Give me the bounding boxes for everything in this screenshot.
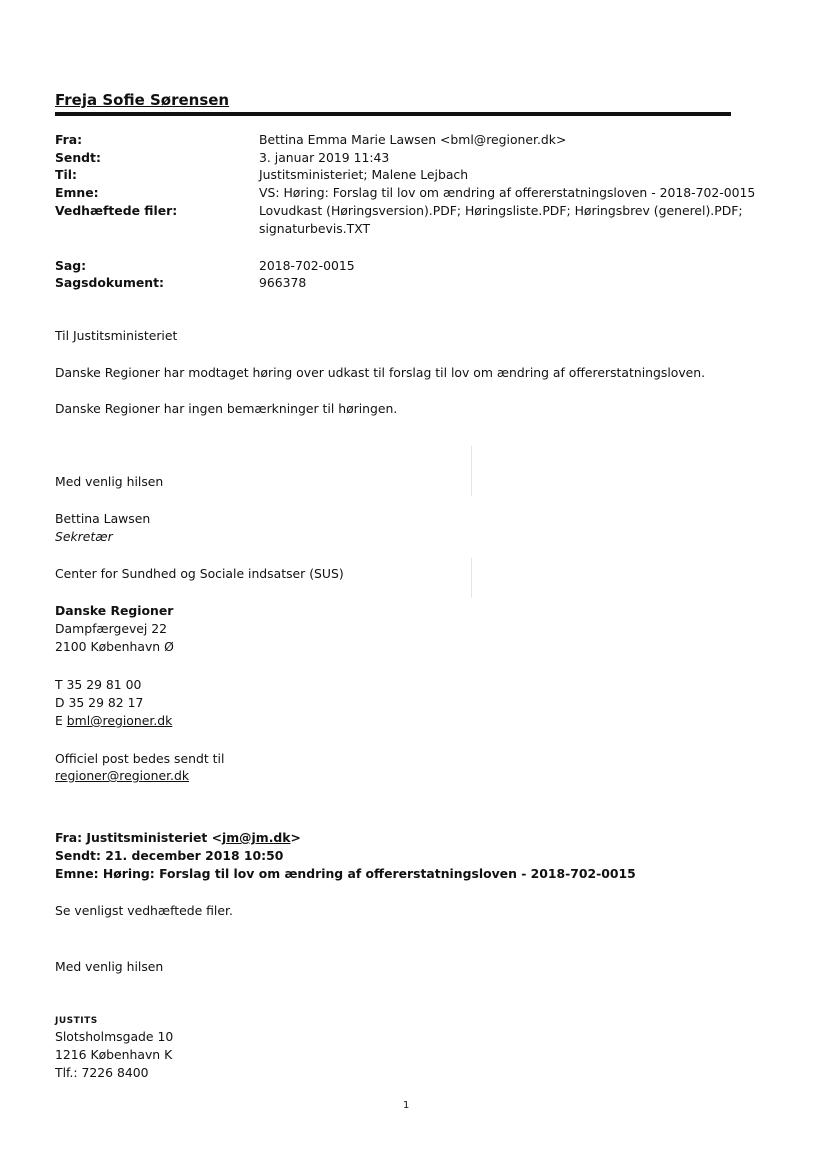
body-paragraph-1: Danske Regioner har modtaget høring over udkast til forslag til lov om ændring af offererstatningsloven. bbox=[55, 365, 706, 380]
scan-artifact-line bbox=[471, 558, 472, 598]
sent-label: Sendt: bbox=[55, 150, 101, 165]
from-label: Fra: bbox=[55, 132, 83, 147]
phone-d: D 35 29 82 17 bbox=[55, 695, 144, 710]
organization-city: 2100 København Ø bbox=[55, 639, 174, 654]
phone-t: T 35 29 81 00 bbox=[55, 677, 142, 692]
signature-center: Center for Sundhed og Sociale indsatser (SUS) bbox=[55, 566, 344, 581]
forwarded-subject: Emne: Høring: Forslag til lov om ændring af offererstatningsloven - 2018-702-0015 bbox=[55, 866, 636, 881]
scan-artifact-line bbox=[471, 446, 472, 496]
attachments-line-2: signaturbevis.TXT bbox=[259, 221, 371, 236]
sent-value: 3. januar 2019 11:43 bbox=[259, 150, 390, 165]
attachments-line-1: Lovudkast (Høringsversion).PDF; Høringsliste.PDF; Høringsbrev (generel).PDF; bbox=[259, 203, 743, 218]
case-label: Sag: bbox=[55, 258, 87, 273]
header-rule bbox=[55, 112, 731, 116]
forwarded-body: Se venligst vedhæftede filer. bbox=[55, 903, 233, 918]
forwarded-street: Slotsholmsgade 10 bbox=[55, 1029, 174, 1044]
to-label: Til: bbox=[55, 167, 77, 182]
page-owner-name: Freja Sofie Sørensen bbox=[55, 91, 230, 109]
forwarded-sent: Sendt: 21. december 2018 10:50 bbox=[55, 848, 284, 863]
forwarded-from-text: Fra: Justitsministeriet < bbox=[55, 830, 222, 845]
greeting: Til Justitsministeriet bbox=[55, 328, 178, 343]
to-value: Justitsministeriet; Malene Lejbach bbox=[259, 167, 469, 182]
forwarded-from-link[interactable]: jm@jm.dk bbox=[222, 830, 291, 845]
from-value: Bettina Emma Marie Lawsen <bml@regioner.dk> bbox=[259, 132, 567, 147]
case-document-label: Sagsdokument: bbox=[55, 275, 164, 290]
signature-title: Sekretær bbox=[55, 529, 113, 544]
subject-label: Emne: bbox=[55, 185, 99, 200]
page-number: 1 bbox=[403, 1100, 410, 1111]
case-value: 2018-702-0015 bbox=[259, 258, 355, 273]
organization-street: Dampfærgevej 22 bbox=[55, 621, 168, 636]
forwarded-from bbox=[55, 829, 301, 847]
email-line bbox=[55, 712, 172, 730]
forwarded-from-close: > bbox=[290, 830, 301, 845]
organization-name: Danske Regioner bbox=[55, 603, 174, 618]
official-post-link[interactable]: regioner@regioner.dk bbox=[55, 768, 190, 783]
signature-name: Bettina Lawsen bbox=[55, 511, 151, 526]
subject-value: VS: Høring: Forslag til lov om ændring af offererstatningsloven - 2018-702-0015 bbox=[259, 185, 756, 200]
forwarded-city: 1216 København K bbox=[55, 1047, 173, 1062]
body-paragraph-2: Danske Regioner har ingen bemærkninger til høringen. bbox=[55, 401, 398, 416]
attachments-label: Vedhæftede filer: bbox=[55, 203, 178, 218]
closing: Med venlig hilsen bbox=[55, 474, 164, 489]
email-link[interactable]: bml@regioner.dk bbox=[66, 713, 173, 728]
forwarded-phone: Tlf.: 7226 8400 bbox=[55, 1065, 149, 1080]
email-prefix: E bbox=[55, 713, 67, 728]
justits-logo: JUSTITS bbox=[55, 1016, 98, 1026]
forwarded-closing: Med venlig hilsen bbox=[55, 959, 164, 974]
official-post-text: Officiel post bedes sendt til bbox=[55, 751, 225, 766]
case-document-value: 966378 bbox=[259, 275, 307, 290]
